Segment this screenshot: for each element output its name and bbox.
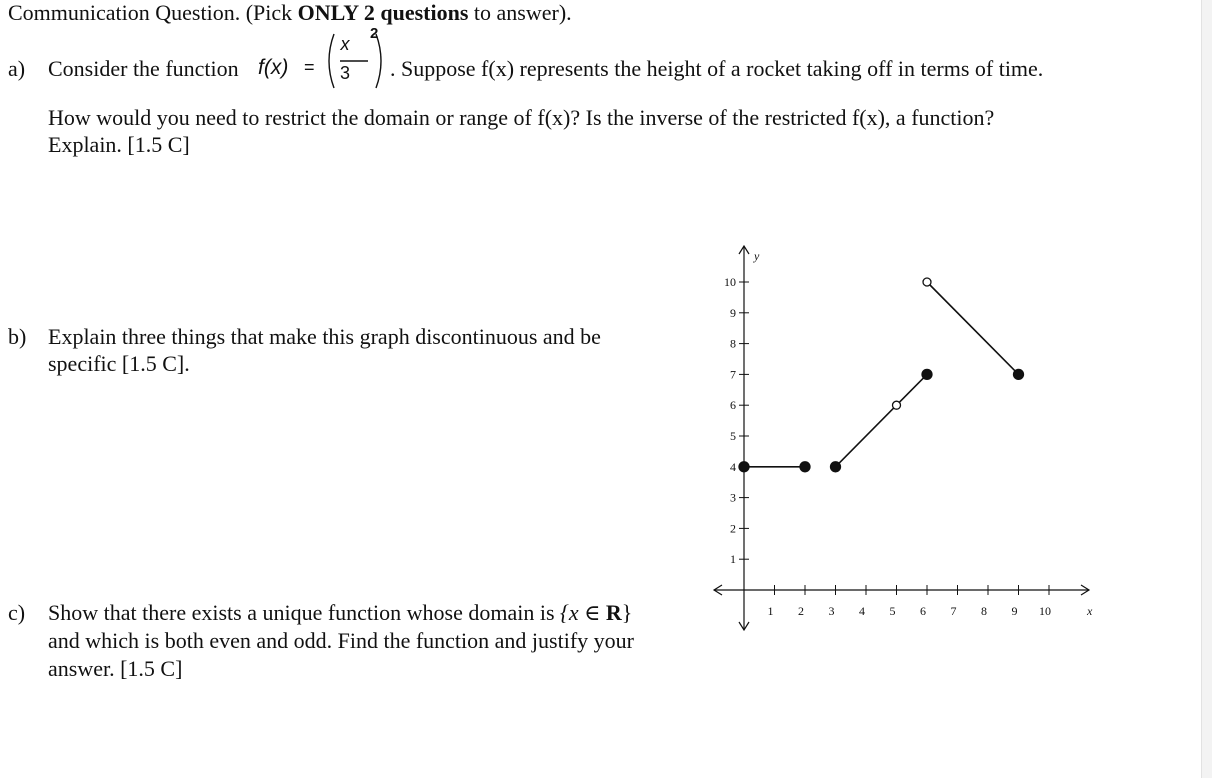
question-c-line2: and which is both even and odd. Find the function and justify your: [48, 628, 634, 653]
closed-point: [1014, 369, 1024, 379]
question-a-line2: How would you need to restrict the domain or range of f(x)? Is the inverse of the restricted f(x), a function?: [48, 105, 995, 130]
right-paren: [376, 34, 381, 88]
question-a-line3: Explain. [1.5 C]: [48, 132, 190, 157]
x-tick-label: 6: [920, 604, 926, 618]
question-header: [8, 0, 572, 26]
graph-segment: [927, 282, 1019, 374]
y-tick-label: 8: [730, 336, 736, 351]
closed-point: [800, 462, 810, 472]
open-point: [893, 401, 901, 409]
set-open: {x ∈: [560, 600, 606, 625]
y-tick-label: 2: [730, 521, 736, 536]
question-a-text-before: Consider the function: [48, 56, 239, 81]
x-tick-label: 2: [798, 604, 804, 618]
x-tick-label: 8: [981, 604, 987, 618]
y-tick-label: 3: [730, 490, 736, 505]
open-point: [923, 278, 931, 286]
y-axis-label: y: [754, 249, 760, 263]
header-bold: ONLY 2 questions: [297, 0, 469, 25]
x-axis-label: x: [1087, 604, 1093, 618]
graph-segment: [836, 374, 928, 466]
y-tick-label: 4: [730, 459, 736, 474]
y-tick-label: 6: [730, 398, 736, 413]
x-tick-label: 5: [889, 604, 896, 618]
closed-point: [831, 462, 841, 472]
question-b-line2: specific [1.5 C].: [48, 351, 190, 376]
question-b-label: b): [8, 324, 27, 349]
exponent: 2: [370, 25, 379, 42]
header-suffix: to answer).: [468, 0, 572, 25]
question-c-line1-text: Show that there exists a unique function whose domain is: [48, 600, 561, 625]
fraction-denominator: 3: [339, 63, 350, 83]
y-tick-label: 1: [730, 552, 736, 567]
scrollbar[interactable]: [1201, 0, 1212, 778]
discontinuous-graph: [700, 236, 1110, 636]
function-name: f(x): [258, 56, 289, 79]
set-close: }: [621, 600, 633, 625]
y-tick-label: 10: [724, 275, 736, 289]
fraction-numerator: x: [340, 34, 350, 54]
y-tick-label: 7: [730, 367, 736, 382]
y-tick-label: 9: [730, 305, 736, 320]
question-c-line1: [48, 600, 632, 626]
question-c-label: c): [8, 600, 26, 625]
header-prefix: Communication Question. (Pick: [8, 0, 298, 25]
x-tick-label: 1: [767, 604, 774, 618]
question-c-line3: answer. [1.5 C]: [48, 656, 183, 681]
question-a-label: a): [8, 56, 26, 81]
closed-point: [739, 462, 749, 472]
equals-sign: =: [304, 57, 315, 77]
question-b-line1: Explain three things that make this graph discontinuous and be: [48, 324, 601, 349]
question-a-text-after: . Suppose f(x) represents the height of a rocket taking off in terms of time.: [390, 56, 1044, 81]
closed-point: [922, 369, 932, 379]
x-tick-label: 7: [950, 604, 957, 618]
set-real-numbers: R: [605, 600, 622, 625]
x-tick-label: 3: [828, 604, 835, 618]
x-tick-label: 10: [1039, 604, 1051, 618]
x-tick-label: 4: [859, 604, 865, 618]
x-tick-label: 9: [1011, 604, 1018, 618]
y-tick-label: 5: [730, 429, 736, 443]
